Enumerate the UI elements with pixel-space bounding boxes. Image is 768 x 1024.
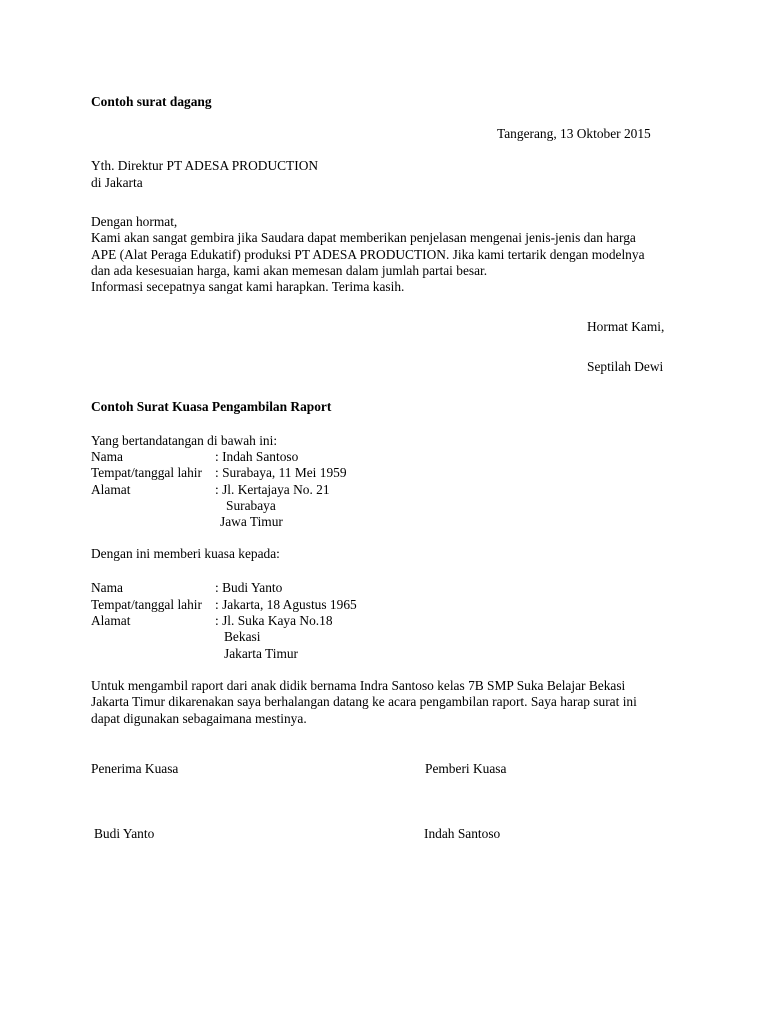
grantee-name-label: Nama <box>91 580 123 595</box>
letter2-purpose-line3: dapat digunakan sebagaimana mestinya. <box>91 711 307 726</box>
grantee-name-value: : Budi Yanto <box>215 580 283 595</box>
letter2-purpose-line2: Jakarta Timur dikarenakan saya berhalangan datang ke acara pengambilan raport. Saya harap surat ini <box>91 694 637 709</box>
letter1-recipient-line1: Yth. Direktur PT ADESA PRODUCTION <box>91 158 319 173</box>
grantor-address-line1: : Jl. Kertajaya No. 21 <box>215 482 330 497</box>
grantor-address-line2: Surabaya <box>226 498 276 513</box>
grantee-address-line1: : Jl. Suka Kaya No.18 <box>215 613 333 628</box>
grantor-birth-label: Tempat/tanggal lahir <box>91 465 202 480</box>
grantee-birth-label: Tempat/tanggal lahir <box>91 597 202 612</box>
grantor-birth-value: : Surabaya, 11 Mei 1959 <box>215 465 347 480</box>
grantee-address-label: Alamat <box>91 613 131 628</box>
receiver-title: Penerima Kuasa <box>91 761 179 776</box>
letter2-purpose-line1: Untuk mengambil raport dari anak didik bernama Indra Santoso kelas 7B SMP Suka Belajar Bekasi <box>91 678 626 693</box>
grantee-address-line3: Jakarta Timur <box>224 646 299 661</box>
letter1-recipient-line2: di Jakarta <box>91 175 143 190</box>
letter1-salutation: Dengan hormat, <box>91 214 178 229</box>
grantee-address-line2: Bekasi <box>224 629 261 644</box>
grantor-name-label: Nama <box>91 449 123 464</box>
grantor-name-value: : Indah Santoso <box>215 449 299 464</box>
letter1-body-line2: APE (Alat Peraga Edukatif) produksi PT ADESA PRODUCTION. Jika kami tertarik dengan modelnya <box>91 247 645 262</box>
receiver-name: Budi Yanto <box>94 826 155 841</box>
giver-title: Pemberi Kuasa <box>425 761 507 776</box>
letter2-heading: Contoh Surat Kuasa Pengambilan Raport <box>91 399 332 414</box>
letter1-heading: Contoh surat dagang <box>91 94 212 109</box>
grantor-address-line3: Jawa Timur <box>220 514 283 529</box>
letter1-closing: Hormat Kami, <box>587 319 665 334</box>
letter1-signer: Septilah Dewi <box>587 359 664 374</box>
letter1-body-line4: Informasi secepatnya sangat kami harapkan. Terima kasih. <box>91 279 405 294</box>
giver-name: Indah Santoso <box>424 826 501 841</box>
letter2-intro: Yang bertandatangan di bawah ini: <box>91 433 278 448</box>
letter1-body-line1: Kami akan sangat gembira jika Saudara dapat memberikan penjelasan mengenai jenis-jenis dan harga <box>91 230 636 245</box>
grantor-address-label: Alamat <box>91 482 131 497</box>
letter1-body-line3: dan ada kesesuaian harga, kami akan memesan dalam jumlah partai besar. <box>91 263 488 278</box>
letter1-place-date: Tangerang, 13 Oktober 2015 <box>497 126 651 141</box>
grantee-birth-value: : Jakarta, 18 Agustus 1965 <box>215 597 357 612</box>
letter2-transition: Dengan ini memberi kuasa kepada: <box>91 546 280 561</box>
